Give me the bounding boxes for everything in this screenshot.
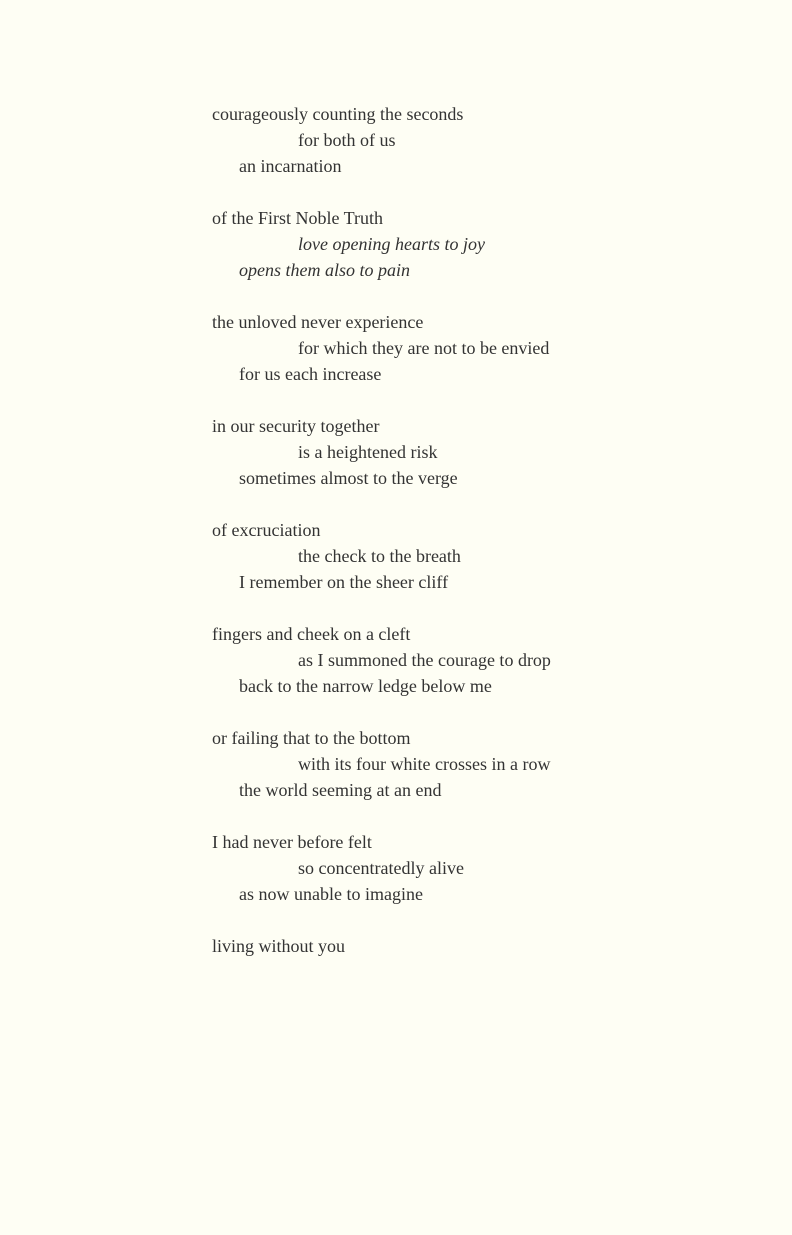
poem-line: for both of us — [298, 130, 396, 150]
poem-line: the world seeming at an end — [239, 780, 442, 800]
poem-line: of excruciation — [212, 520, 321, 540]
poem-line: courageously counting the seconds — [212, 104, 464, 124]
poem-line: for which they are not to be envied — [298, 338, 550, 358]
poem-stanza — [212, 309, 652, 387]
poem-line: is a heightened risk — [298, 442, 438, 462]
poem-stanza — [212, 725, 652, 803]
poem-stanza — [212, 829, 652, 907]
poem-stanza — [212, 205, 652, 283]
poem-line: as I summoned the courage to drop — [298, 650, 551, 670]
poem-line: the check to the breath — [298, 546, 461, 566]
poem-line: the unloved never experience — [212, 312, 424, 332]
poem-stanza — [212, 621, 652, 699]
poem-line: fingers and cheek on a cleft — [212, 624, 411, 644]
poem-line: love opening hearts to joy — [298, 234, 485, 254]
poem-line: an incarnation — [239, 156, 342, 176]
poem-line: for us each increase — [239, 364, 382, 384]
poem-line: back to the narrow ledge below me — [239, 676, 492, 696]
poem-line: I remember on the sheer cliff — [239, 572, 449, 592]
poem-line: living without you — [212, 936, 346, 956]
poem-stanza — [212, 413, 652, 491]
poem-line: opens them also to pain — [239, 260, 410, 280]
poem-line: of the First Noble Truth — [212, 208, 384, 228]
poem-line: I had never before felt — [212, 832, 372, 852]
poem-line: as now unable to imagine — [239, 884, 423, 904]
poem-line: with its four white crosses in a row — [298, 754, 551, 774]
poem-stanza — [212, 933, 652, 959]
poem-line: in our security together — [212, 416, 380, 436]
poem-line: or failing that to the bottom — [212, 728, 411, 748]
poem-line: sometimes almost to the verge — [239, 468, 458, 488]
poem-stanza — [212, 517, 652, 595]
poem-stanza — [212, 101, 652, 179]
poem-line: so concentratedly alive — [298, 858, 464, 878]
poem-body — [212, 101, 652, 985]
